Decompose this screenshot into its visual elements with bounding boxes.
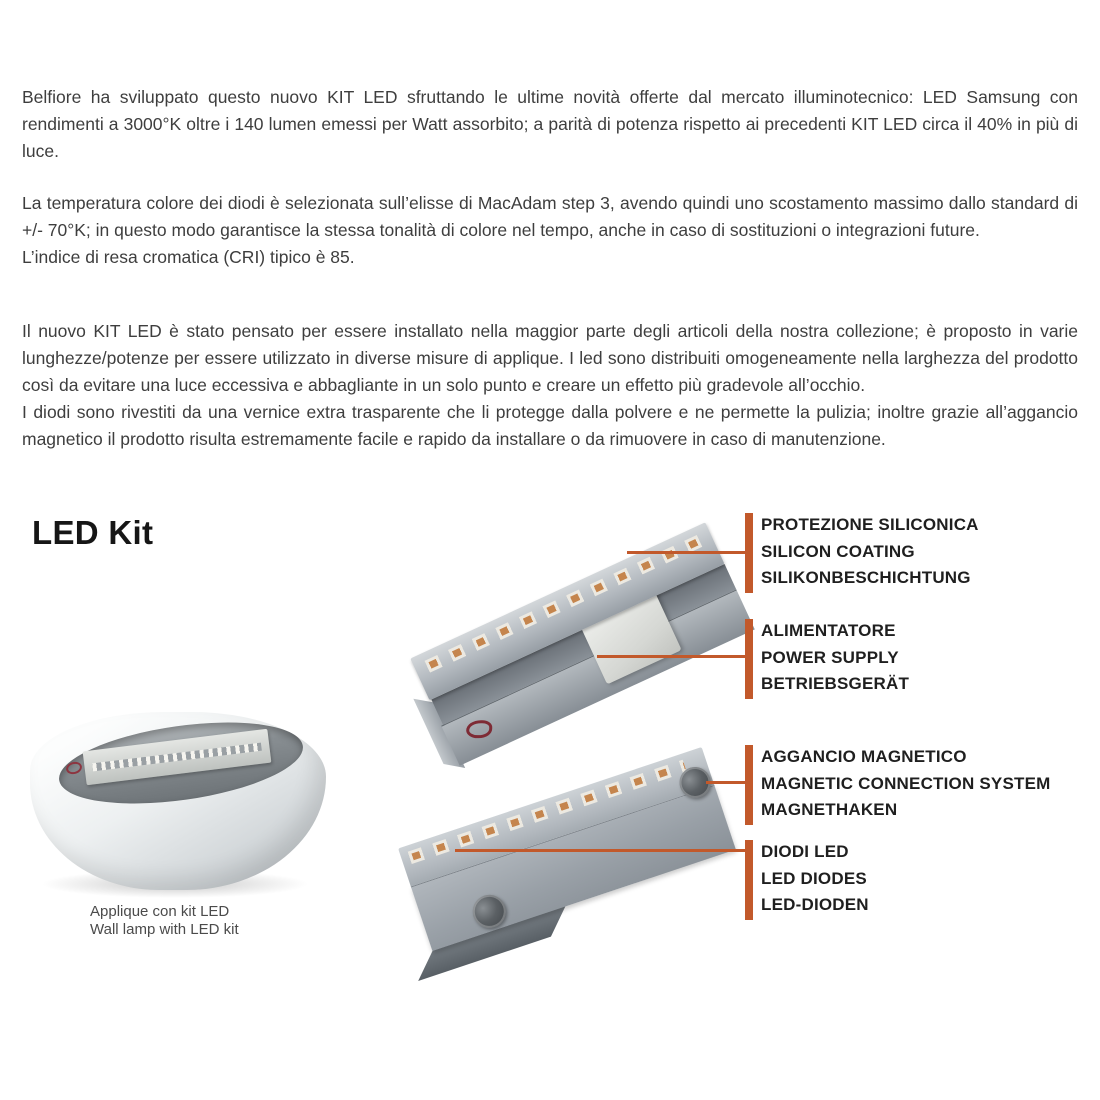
callout-line-power-supply [597,655,745,658]
caption-line-en: Wall lamp with LED kit [90,921,239,938]
callout-label-it: AGGANCIO MAGNETICO [761,747,967,766]
callout-label-en: MAGNETIC CONNECTION SYSTEM [761,773,1051,793]
callout-label-de: BETRIEBSGERÄT [761,674,910,693]
callout-magnetic-connection [745,744,1090,824]
wall-lamp-photo [28,700,333,905]
callout-label-it: PROTEZIONE SILICONICA [761,515,979,534]
accent-bar [745,745,753,825]
callout-label-de: LED-DIODEN [761,895,869,914]
page-title: LED Kit [32,514,154,551]
callout-line-silicon [627,551,745,554]
callout-line-magnet [706,781,745,784]
callout-label-it: ALIMENTATORE [761,621,896,640]
led-bar-magnet-photo [400,740,740,965]
callout-silicon-coating [745,512,1090,592]
callout-label-de: SILIKONBESCHICHTUNG [761,568,971,587]
paragraph-text: Belfiore ha sviluppato questo nuovo KIT LED sfruttando le ultime novità offerte dal mercato illuminotecnico: LED Samsung con rendimenti a 3000°K oltre i 140 lumen emessi per Watt assorbito; a parità di potenza rispetto ai precedenti KIT LED circa il 40% in più di luce. [22,87,1078,161]
callout-line-diodes [455,849,745,852]
accent-bar [745,840,753,920]
callout-label-it: DIODI LED [761,842,849,861]
caption-line-it: Applique con kit LED [90,903,230,920]
paragraph-text: I diodi sono rivestiti da una vernice extra trasparente che li protegge dalla polvere e ne permette la pulizia; inoltre grazie all’aggancio magnetico il prodotto risulta estremamente facile e rapido da installare o da rimuovere in caso di manutenzione. [22,402,1078,449]
intro-paragraph-1 [22,84,1078,165]
callout-label-en: POWER SUPPLY [761,647,899,667]
accent-bar [745,619,753,699]
cri-note: L’indice di resa cromatica (CRI) tipico è 85. [22,247,355,267]
paragraph-text: Il nuovo KIT LED è stato pensato per essere installato nella maggior parte degli articoli della nostra collezione; è proposto in varie lunghezze/potenze per essere utilizzato in diverse misure di applique. I led sono distribuiti omogeneamente nella larghezza del prodotto così da evitare una luce eccessiva e abbagliante in un solo punto e creare un effetto più gradevole all’occhio. [22,321,1078,395]
callout-led-diodes [745,839,1090,919]
led-bar-open-body [410,522,755,765]
led-bar-open-photo [420,525,750,765]
intro-paragraph-2 [22,190,1078,271]
callout-label-en: LED DIODES [761,868,867,888]
accent-bar [745,513,753,593]
paragraph-text: La temperatura colore dei diodi è selezionata sull’elisse di MacAdam step 3, avendo quindi uno scostamento massimo dallo standard di +/- 70°K; in questo modo garantisce la stessa tonalità di colore nel tempo, anche in caso di sostituzioni o integrazioni future. [22,193,1078,240]
callout-label-de: MAGNETHAKEN [761,800,898,819]
lamp-caption [90,903,239,939]
callout-power-supply [745,618,1090,698]
intro-paragraph-3 [22,318,1078,453]
callout-label-en: SILICON COATING [761,541,915,561]
